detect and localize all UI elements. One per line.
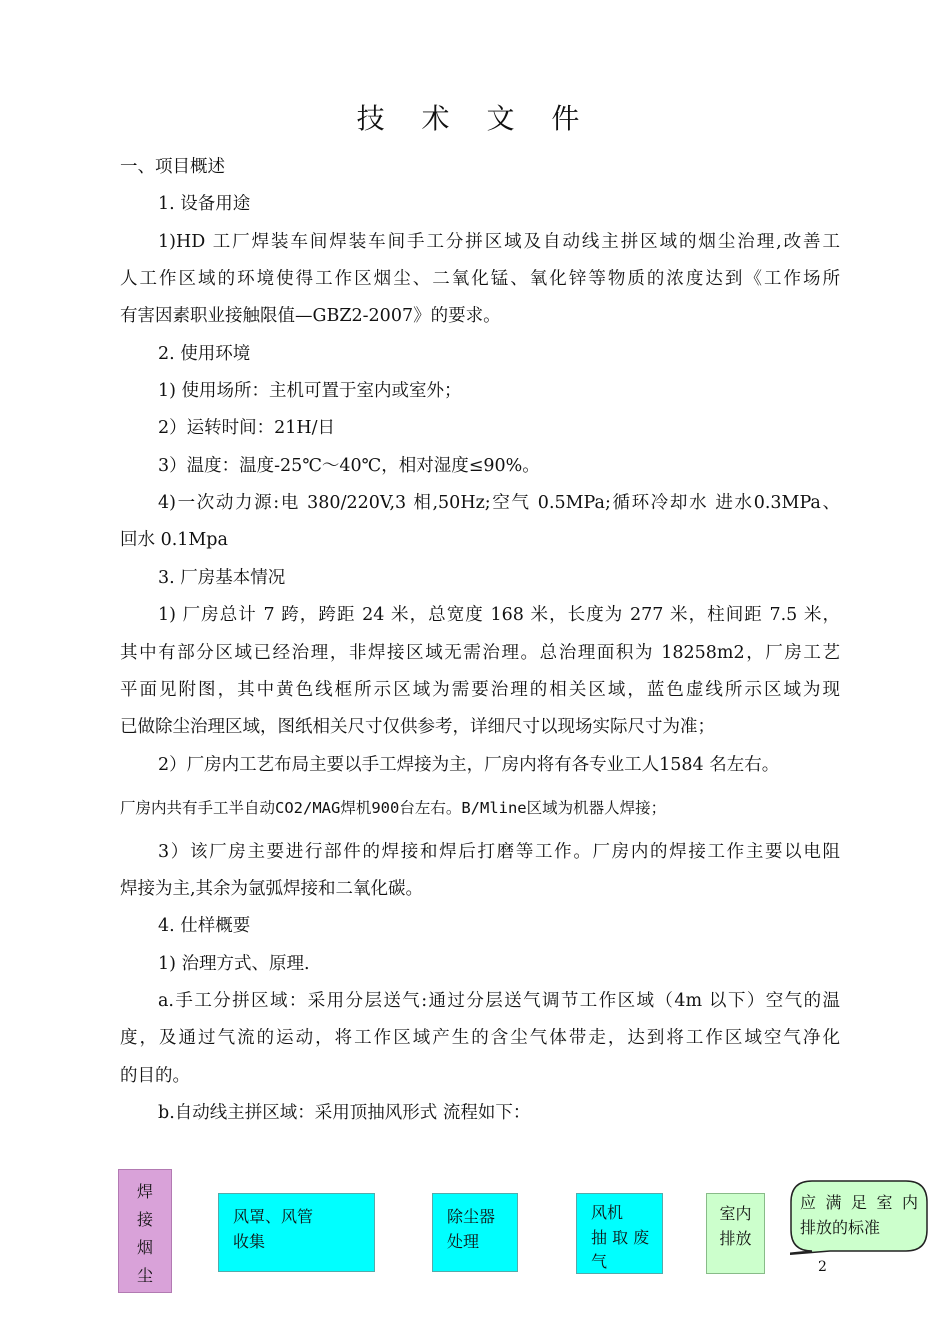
env-item: 3）温度：温度-25℃～40℃，相对湿度≤90%。: [158, 456, 540, 476]
document-title: 技 术 文 件: [356, 102, 594, 135]
section-heading-overview: 一、项目概述: [120, 157, 225, 177]
flow-text: 抽 取 废: [591, 1227, 650, 1247]
flow-box-dust-collector: [432, 1193, 518, 1272]
flow-text: 收集: [233, 1232, 266, 1251]
paragraph-line: 平面见附图，其中黄色线框所示区域为需要治理的相关区域，蓝色虚线所示区域为现: [120, 680, 840, 700]
flow-box-welding-fume: [118, 1169, 172, 1293]
paragraph-line: 1)HD 工厂焊装车间焊装车间手工分拼区域及自动线主拼区域的烟尘治理,改善工: [158, 232, 840, 252]
env-item: 2）运转时间：21H/日: [158, 418, 336, 438]
flow-text: 风机: [591, 1203, 624, 1222]
flow-box-hood-collection: [218, 1193, 375, 1272]
paragraph-line: 的目的。: [120, 1066, 190, 1086]
flow-text: 排放的标准: [800, 1218, 881, 1237]
flow-box-indoor-discharge: [706, 1193, 765, 1274]
paragraph-line: 厂房内共有手工半自动CO2/MAG焊机900台左右。B/Mline区域为机器人焊接；: [120, 799, 667, 817]
paragraph-line: 2）厂房内工艺布局主要以手工焊接为主，厂房内将有各专业工人1584 名左右。: [158, 755, 780, 775]
paragraph-line: 人工作区域的环境使得工作区烟尘、二氧化锰、氧化锌等物质的浓度达到《工作场所: [120, 269, 840, 289]
subheading-equipment-use: 1. 设备用途: [158, 194, 251, 214]
subheading-plant-info: 3. 厂房基本情况: [158, 568, 286, 588]
callout-text: [800, 1190, 918, 1240]
subheading-spec-summary: 4. 仕样概要: [158, 916, 251, 936]
paragraph-line: 有害因素职业接触限值—GBZ2-2007》的要求。: [120, 306, 501, 326]
subheading-treatment-method: 1) 治理方式、原理.: [158, 954, 310, 974]
env-item: 4)一次动力源:电 380/220V,3 相,50Hz;空气 0.5MPa;循环冷却水 进水0.3MPa、: [158, 493, 840, 513]
paragraph-line: 度，及通过气流的运动，将工作区域产生的含尘气体带走，达到将工作区域空气净化: [120, 1028, 840, 1048]
paragraph-line: 1) 厂房总计 7 跨，跨距 24 米，总宽度 168 米，长度为 277 米，柱间距 7.5 米，: [158, 605, 840, 625]
flow-text: 风罩、风管: [233, 1207, 314, 1226]
flow-text: 除尘器: [447, 1207, 496, 1226]
flow-box-fan-exhaust: [576, 1193, 663, 1274]
flow-text: 室内: [719, 1204, 752, 1223]
flow-text: 处理: [447, 1232, 480, 1251]
flow-text: 排放: [719, 1229, 752, 1248]
flow-text: 烟: [136, 1238, 153, 1257]
env-item: 1) 使用场所：主机可置于室内或室外；: [158, 381, 462, 401]
subheading-environment: 2. 使用环境: [158, 344, 251, 364]
paragraph-line: 3）该厂房主要进行部件的焊接和焊后打磨等工作。厂房内的焊接工作主要以电阻: [158, 842, 840, 862]
env-item: 回水 0.1Mpa: [120, 530, 228, 550]
paragraph-line: 已做除尘治理区域，图纸相关尺寸仅供参考，详细尺寸以现场实际尺寸为准；: [120, 717, 715, 737]
callout-standard: [790, 1180, 928, 1255]
flow-text: 气: [591, 1252, 608, 1271]
page-number: 2: [818, 1259, 827, 1275]
paragraph-line: 其中有部分区域已经治理，非焊接区域无需治理。总治理面积为 18258m2，厂房工艺: [120, 643, 840, 663]
flow-text: 焊: [136, 1182, 153, 1201]
flow-text: 尘: [136, 1266, 153, 1285]
paragraph-line: a.手工分拼区域：采用分层送气:通过分层送气调节工作区域（4m 以下）空气的温: [158, 991, 840, 1011]
paragraph-line: 焊接为主,其余为氩弧焊接和二氧化碳。: [120, 879, 424, 899]
flow-text: 接: [136, 1210, 153, 1229]
paragraph-line: b.自动线主拼区域：采用顶抽风形式 流程如下：: [158, 1103, 531, 1123]
flow-text: 应满足室内: [800, 1193, 918, 1212]
